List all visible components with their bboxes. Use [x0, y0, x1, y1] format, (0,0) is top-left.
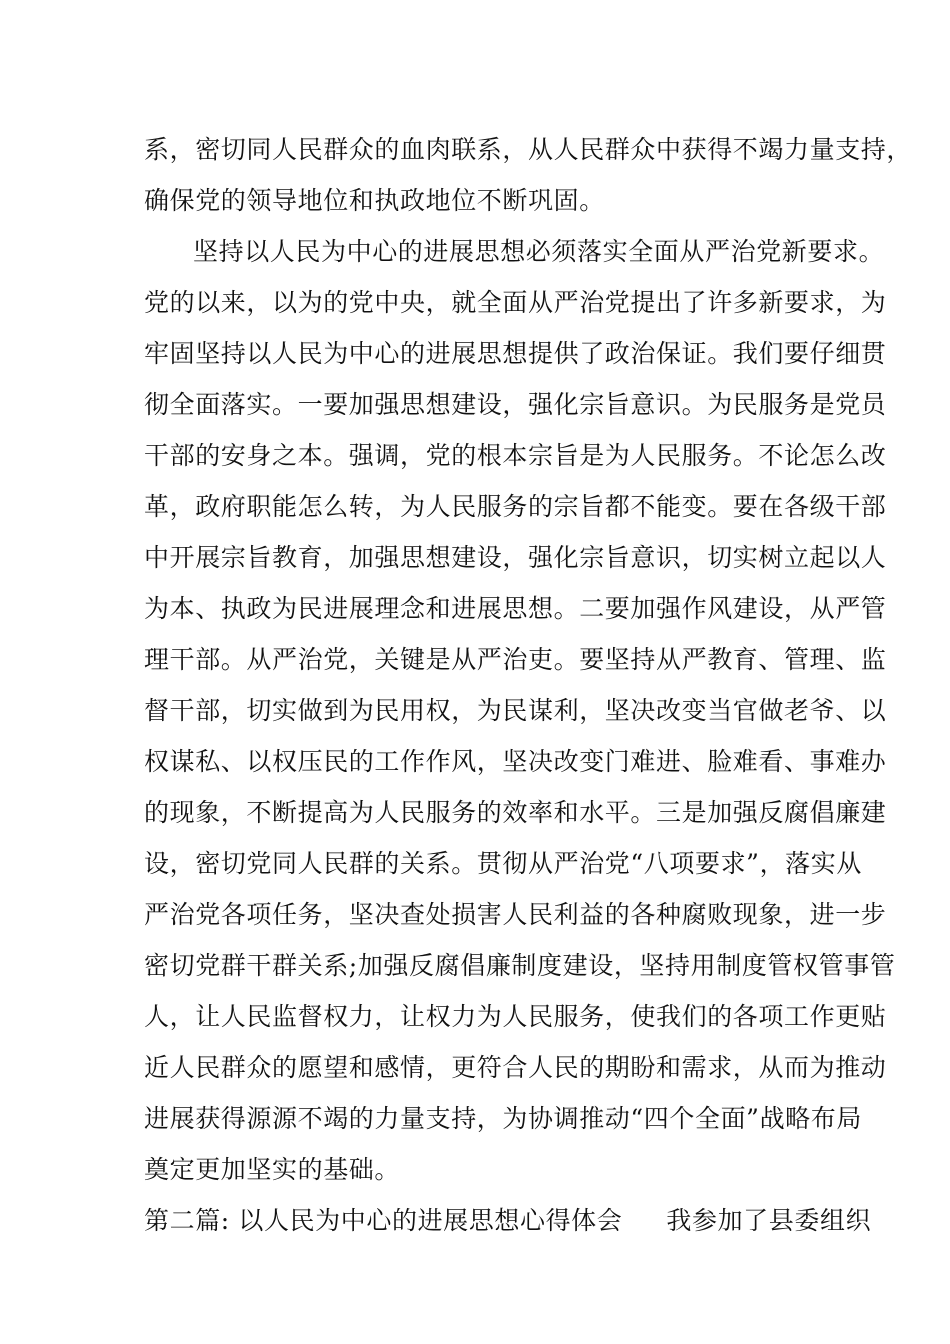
text-line: 干部的安身之本。强调，党的根本宗旨是为人民服务。不论怎么改	[144, 441, 887, 470]
section-heading: 第二篇: 以人民为中心的进展思想心得体会	[144, 1206, 623, 1235]
text-line: 中开展宗旨教育，加强思想建设，强化宗旨意识，切实树立起以人	[144, 543, 887, 572]
text-line: 理干部。从严治党，关键是从严治吏。要坚持从严教育、管理、监	[144, 645, 887, 674]
text-line: 为本、执政为民进展理念和进展思想。二要加强作风建设，从严管	[144, 594, 887, 623]
text-line: 的现象，不断提高为人民服务的效率和水平。三是加强反腐倡廉建	[144, 798, 887, 827]
text-line: 奠定更加坚实的基础。	[144, 1155, 401, 1184]
text-line: 进展获得源源不竭的力量支持，为协调推动“四个全面”战略布局	[144, 1104, 862, 1133]
section-continuation: 我参加了县委组织	[666, 1206, 872, 1235]
text-line: 权谋私、以权压民的工作作风，坚决改变门难进、脸难看、事难办	[144, 747, 887, 776]
text-line: 密切党群干群关系;加强反腐倡廉制度建设，坚持用制度管权管事管	[144, 951, 896, 980]
paragraph-first-line: 坚持以人民为中心的进展思想必须落实全面从严治党新要求。	[193, 237, 885, 266]
text-line: 人，让人民监督权力，让权力为人民服务，使我们的各项工作更贴	[144, 1002, 887, 1031]
text-line: 革，政府职能怎么转，为人民服务的宗旨都不能变。要在各级干部	[144, 492, 887, 521]
text-line: 系，密切同人民群众的血肉联系，从人民群众中获得不竭力量支持，	[144, 135, 913, 164]
section-heading-line	[144, 1206, 871, 1236]
text-line: 党的以来，以为的党中央，就全面从严治党提出了许多新要求，为	[144, 288, 887, 317]
text-line: 近人民群众的愿望和感情，更符合人民的期盼和需求，从而为推动	[144, 1053, 887, 1082]
text-line: 彻全面落实。一要加强思想建设，强化宗旨意识。为民服务是党员	[144, 390, 887, 419]
text-line: 确保党的领导地位和执政地位不断巩固。	[144, 186, 605, 215]
text-line: 牢固坚持以人民为中心的进展思想提供了政治保证。我们要仔细贯	[144, 339, 887, 368]
text-line: 严治党各项任务，坚决查处损害人民利益的各种腐败现象，进一步	[144, 900, 887, 929]
text-line: 督干部，切实做到为民用权，为民谋利，坚决改变当官做老爷、以	[144, 696, 887, 725]
text-line: 设，密切党同人民群的关系。贯彻从严治党“八项要求”，落实从	[144, 849, 862, 878]
